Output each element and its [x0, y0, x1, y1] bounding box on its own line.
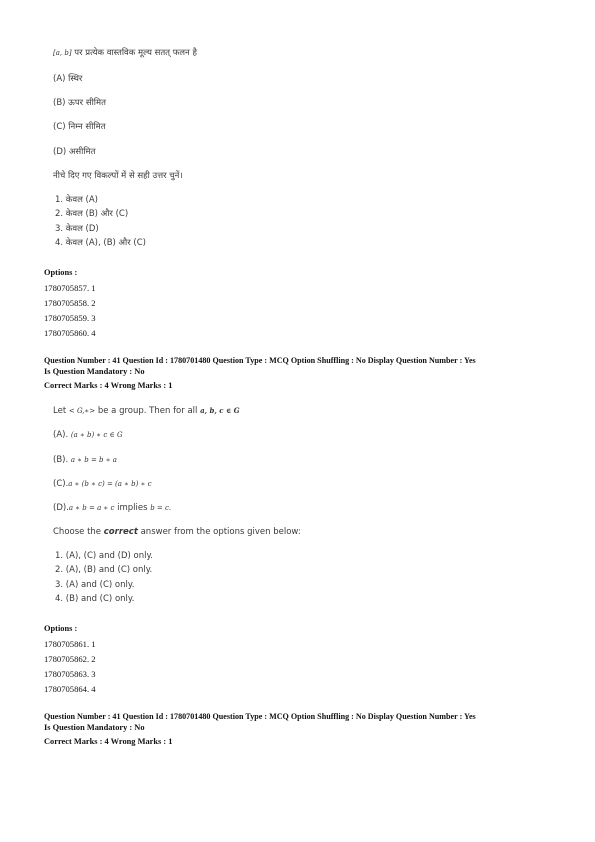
q41-statement-c	[53, 479, 152, 489]
q41-stem	[53, 406, 240, 416]
q41-stem-mid: be a group. Then for all	[97, 406, 198, 416]
q41-statement-math: a ∗ b = a ∗ c	[68, 504, 115, 512]
option-id-row: 1780705859. 3	[44, 313, 96, 323]
q40-option-a: (A) स्थिर	[53, 74, 83, 84]
q41-choice-4: 4. (B) and (C) only.	[55, 594, 135, 604]
q41-instruction-post: answer from the options given below:	[140, 527, 301, 537]
q40-stem	[53, 47, 197, 58]
q41-choice-3: 3. (A) and (C) only.	[55, 580, 135, 590]
option-id-row: 1780705861. 1	[44, 639, 96, 649]
q40-choice-4: 4. केवल (A), (B) और (C)	[55, 238, 146, 248]
options-label: Options :	[44, 268, 78, 277]
q41-statement-b	[53, 455, 117, 465]
q41-statement-label: (A).	[53, 430, 69, 440]
q41-statement-a	[53, 430, 123, 440]
q41-choice-1: 1. (A), (C) and (D) only.	[55, 551, 153, 561]
q41-instruction	[53, 527, 301, 537]
q41-stem-math: < G,∗>	[68, 407, 96, 415]
options-label: Options :	[44, 624, 78, 633]
q41-statement-math: (a ∗ b) ∗ c ∈ G	[70, 431, 123, 439]
q41-statement-math: a ∗ (b ∗ c) = (a ∗ b) ∗ c	[68, 480, 152, 488]
q40-choice-3: 3. केवल (D)	[55, 224, 99, 234]
question-header-line1: Question Number : 41 Question Id : 1780701480 Question Type : MCQ Option Shuffling : No Display Question Number : Yes	[44, 356, 476, 365]
q40-option-b: (B) ऊपर सीमित	[53, 98, 106, 108]
q41-statement-math: a ∗ b = b ∗ a	[70, 456, 117, 464]
option-id-row: 1780705862. 2	[44, 654, 96, 664]
question-header-line1: Question Number : 41 Question Id : 1780701480 Question Type : MCQ Option Shuffling : No Display Question Number : Yes	[44, 712, 476, 721]
q41-instruction-pre: Choose the	[53, 527, 102, 537]
q40-stem-text: पर प्रत्येक वास्तविक मूल्य सतत् फलन है	[74, 48, 197, 58]
q40-choice-1: 1. केवल (A)	[55, 195, 98, 205]
option-id-row: 1780705857. 1	[44, 283, 96, 293]
q40-option-c: (C) निम्न सीमित	[53, 122, 106, 132]
option-id-row: 1780705864. 4	[44, 684, 96, 694]
q40-stem-math: [a, b]	[53, 49, 72, 57]
q41-instruction-bold: correct	[103, 527, 138, 537]
q41-statement-label: (D).	[53, 503, 69, 513]
question-header-line2: Is Question Mandatory : No	[44, 723, 145, 732]
question-header-line3: Correct Marks : 4 Wrong Marks : 1	[44, 737, 173, 746]
option-id-row: 1780705860. 4	[44, 328, 96, 338]
q41-choice-2: 2. (A), (B) and (C) only.	[55, 565, 153, 575]
q41-statement-label: (B).	[53, 455, 69, 465]
q41-statement-label: (C).	[53, 479, 69, 489]
q40-option-d: (D) असीमित	[53, 147, 96, 157]
q41-stem-math2: a, b, c ∈ G	[200, 406, 240, 415]
question-header-line3: Correct Marks : 4 Wrong Marks : 1	[44, 381, 173, 390]
q40-choice-2: 2. केवल (B) और (C)	[55, 209, 129, 219]
q41-statement-math2: b = c.	[150, 504, 172, 512]
option-id-row: 1780705863. 3	[44, 669, 96, 679]
q40-instruction: नीचे दिए गए विकल्पों में से सही उत्तर चुनें।	[53, 171, 183, 181]
question-header-line2: Is Question Mandatory : No	[44, 367, 145, 376]
option-id-row: 1780705858. 2	[44, 298, 96, 308]
q41-statement-d	[53, 503, 171, 513]
q41-stem-pre: Let	[53, 406, 67, 416]
q41-statement-mid: implies	[117, 503, 148, 513]
